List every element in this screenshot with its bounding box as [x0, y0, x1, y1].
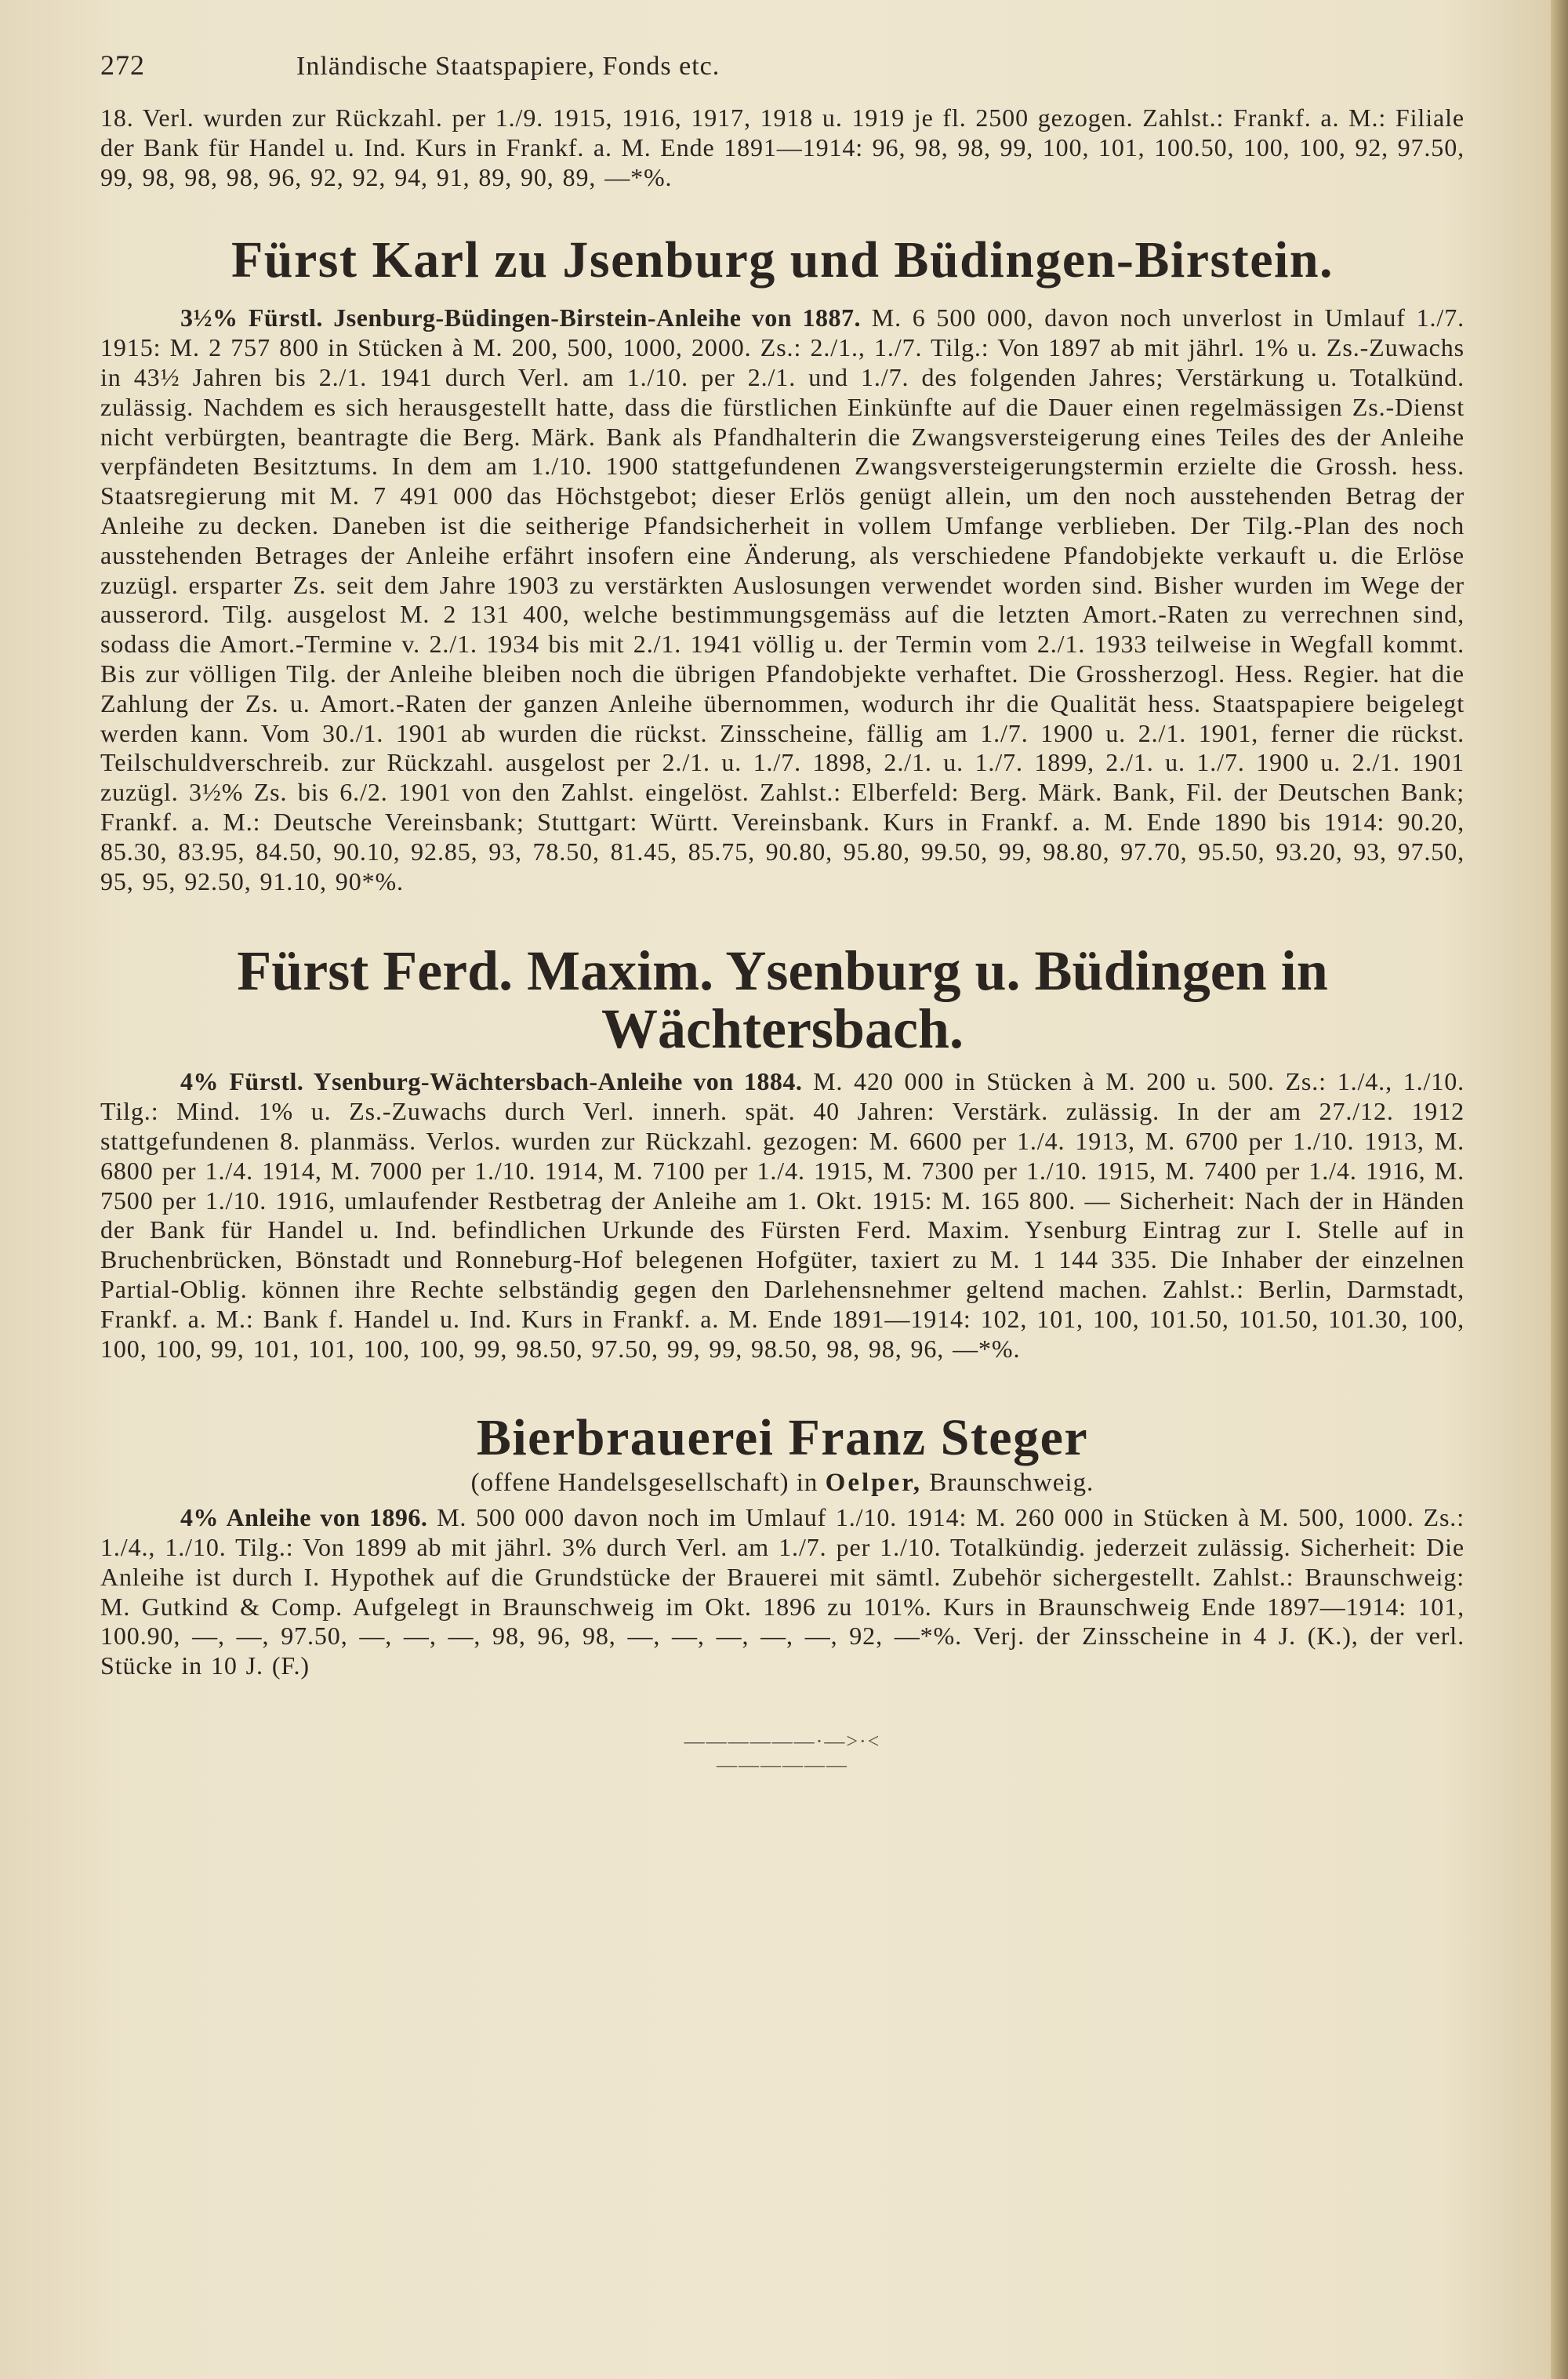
- page-content: [100, 49, 1465, 1777]
- subtitle-place: Oelper,: [825, 1469, 923, 1498]
- page-edge: [1551, 0, 1568, 2379]
- subtitle-suffix: Braunschweig.: [929, 1469, 1094, 1498]
- bond-text-waechtersbach: M. 420 000 in Stücken à M. 200 u. 500. Zs.: 1./4., 1./10. Tilg.: Mind. 1% u. Zs.-Zuwachs durch Verl. innerh. spät. 40 Jahren: Verstärk. zulässig. In der am 27./12. 1912 stattgefundenen 8. planmäss. Verlos. wurden zur Rückzahl. gezogen: M. 6600 per 1./4. 1913, M. 6700 per 1./10. 1913, M. 6800 per 1./4. 1914, M. 7000 per 1./10. 1914, M. 7100 per 1./4. 1915, M. 7300 per 1./10. 1915, M. 7400 per 1./4. 1916, M. 7500 per 1./10. 1916, umlaufender Restbetrag der Anleihe am 1. Okt. 1915: M. 165 800. — Sicherheit: Nach der in Händen der Bank für Handel u. Ind. befindlichen Urkunde des Fürsten Ferd. Maxim. Ysenburg Eintrag zur I. Stelle auf in Bruchenbrücken, Bönstadt und Ronneburg-Hof belegenen Hofgüter, taxiert zu M. 1 144 335. Die Inhaber der einzelnen Partial-Oblig. können ihre Rechte selbständig gegen den Darlehensnehmer geltend machen. Zahlst.: Berlin, Darmstadt, Frankf. a. M.: Bank f. Handel u. Ind. Kurs in Frankf. a. M. Ende 1891—1914: 102, 101, 100, 101.50, 101.50, 101.30, 100, 100, 100, 99, 101, 101, 100, 100, 99, 98.50, 97.50, 99, 99, 98.50, 98, 98, 96, —*%.: [100, 1067, 1465, 1363]
- bond-text-jsenburg-birstein: M. 6 500 000, davon noch unverlost in Umlauf 1./7. 1915: M. 2 757 800 in Stücken à M. 200, 500, 1000, 2000. Zs.: 2./1., 1./7. Tilg.: Von 1897 ab mit jährl. 1% u. Zs.-Zuwachs in 43½ Jahren bis 2./1. 1941 durch Verl. am 1./10. per 2./1. und 1./7. des folgenden Jahres; Verstärkung u. Totalkünd. zulässig. Nachdem es sich herausgestellt hatte, dass die fürstlichen Einkünfte auf die Dauer einen regelmässigen Zs.-Dienst nicht verbürgten, beantragte die Berg. Märk. Bank als Pfandhalterin die Zwangsversteigerung eines Teiles des der Anleihe verpfändeten Besitztums. In dem am 1./10. 1900 stattgefundenen Zwangsversteigerungstermin erzielte die Grossh. hess. Staatsregierung mit M. 7 491 000 das Höchstgebot; dieser Erlös genügt allein, um den noch ausstehenden Betrag der Anleihe zu decken. Daneben ist die seitherige Pfandsicherheit in vollem Umfange verblieben. Der Tilg.-Plan des noch ausstehenden Betrages der Anleihe erfährt insofern eine Änderung, als verschiedene Pfandobjekte verkauft u. die Erlöse zuzügl. ersparter Zs. seit dem Jahre 1903 zu verstärkten Auslosungen verwendet worden sind. Bisher wurden im Wege der ausserord. Tilg. ausgelost M. 2 131 400, welche bestimmungsgemäss auf die letzten Amort.-Raten zu verrechnen sind, sodass die Amort.-Termine v. 2./1. 1934 bis mit 2./1. 1941 völlig u. der Termin vom 2./1. 1933 teilweise in Wegfall kommt. Bis zur völligen Tilg. der Anleihe bleiben noch die übrigen Pfandobjekte verhaftet. Die Grossherzogl. Hess. Regier. hat die Zahlung der Zs. u. Amort.-Raten der ganzen Anleihe übernommen, wodurch ihr die Qualität hess. Staatspapiere beigelegt werden kann. Vom 30./1. 1901 ab wurden die rückst. Zinsscheine, fällig am 1./7. 1900 u. 2./1. 1901, ferner die rückst. Teilschuldverschreib. zur Rückzahl. ausgelost per 2./1. u. 1./7. 1898, 2./1. u. 1./7. 1899, 2./1. u. 1./7. 1900 u. 2./1. 1901 zuzügl. 3½% Zs. bis 6./2. 1901 von den Zahlst. eingelöst. Zahlst.: Elberfeld: Berg. Märk. Bank, Fil. der Deutschen Bank; Frankf. a. M.: Deutsche Vereinsbank; Stuttgart: Württ. Vereinsbank. Kurs in Frankf. a. M. Ende 1890 bis 1914: 90.20, 85.30, 83.95, 84.50, 90.10, 92.85, 93, 78.50, 81.45, 85.75, 90.80, 95.80, 99.50, 99, 98.80, 97.70, 95.50, 93.20, 93, 97.50, 95, 95, 92.50, 91.10, 90*%.: [100, 303, 1465, 895]
- section-title-jsenburg-birstein: Fürst Karl zu Jsenburg und Büdingen-Birstein.: [230, 231, 1334, 289]
- section-subtitle-steger: [100, 1467, 1465, 1498]
- end-ornament: ——————·—>·<——————: [684, 1730, 881, 1777]
- bond-lead-jsenburg-birstein: 3½% Fürstl. Jsenburg-Büdingen-Birstein-Anleihe von 1887.: [180, 303, 861, 332]
- section-body-steger: [100, 1503, 1465, 1681]
- running-title: Inländische Staatspapiere, Fonds etc.: [296, 52, 720, 81]
- section-body-waechtersbach: [100, 1067, 1465, 1364]
- section-title-waechtersbach: Fürst Ferd. Maxim. Ysenburg u. Büdingen in Wächtersbach.: [237, 939, 1328, 1061]
- subtitle-prefix: (offene Handelsgesellschaft) in: [470, 1469, 818, 1498]
- section-title-steger: Bierbrauerei Franz Steger: [476, 1409, 1089, 1467]
- bond-lead-steger: 4% Anleihe von 1896.: [180, 1503, 428, 1532]
- intro-paragraph: 18. Verl. wurden zur Rückzahl. per 1./9. 1915, 1916, 1917, 1918 u. 1919 je fl. 2500 gezogen. Zahlst.: Frankf. a. M.: Filiale der Bank für Handel u. Ind. Kurs in Frankf. a. M. Ende 1891—1914: 96, 98, 98, 99, 100, 101, 100.50, 100, 100, 92, 97.50, 99, 98, 98, 98, 96, 92, 92, 94, 91, 89, 90, 89, —*%.: [100, 104, 1465, 191]
- bond-lead-waechtersbach: 4% Fürstl. Ysenburg-Wächtersbach-Anleihe von 1884.: [180, 1067, 803, 1096]
- bond-text-steger: M. 500 000 davon noch im Umlauf 1./10. 1914: M. 260 000 in Stücken à M. 500, 1000. Zs.: 1./4., 1./10. Tilg.: Von 1899 ab mit jährl. 3% durch Verl. am 1./7. per 1./10. Totalkündig. jederzeit zulässig. Sicherheit: Die Anleihe ist durch I. Hypothek auf die Grundstücke der Brauerei mit sämtl. Zubehör sichergestellt. Zahlst.: Braunschweig: M. Gutkind & Comp. Aufgelegt in Braunschweig im Okt. 1896 zu 101%. Kurs in Braunschweig Ende 1897—1914: 101, 100.90, —, —, 97.50, —, —, —, 98, 96, 98, —, —, —, —, —, 92, —*%. Verj. der Zinsscheine in 4 J. (K.), der verl. Stücke in 10 J. (F.): [100, 1503, 1465, 1680]
- running-head: [100, 49, 1465, 104]
- page-number: 272: [100, 49, 145, 81]
- section-body-jsenburg-birstein: [100, 303, 1465, 896]
